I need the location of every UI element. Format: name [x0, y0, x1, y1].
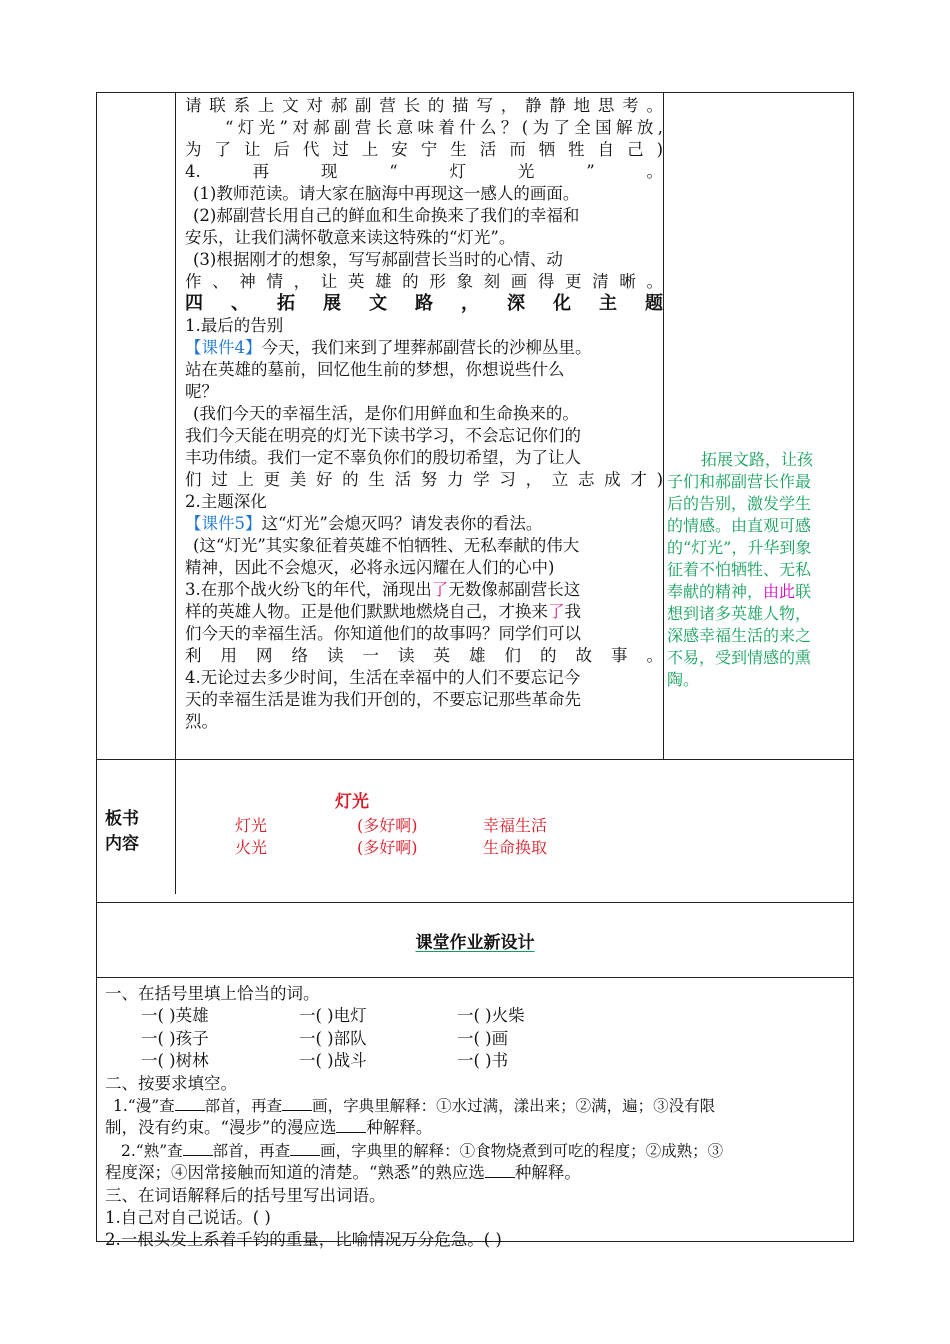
board-cell: (多好啊) — [357, 838, 418, 857]
lesson-line: 作、神情，让英雄的形象刻画得更清晰。 — [185, 272, 663, 291]
lesson-text: 无数像郝副营长这 — [448, 580, 581, 599]
lesson-line: (我们今天的幸福生活，是你们用鲜血和生命换来的。 — [193, 404, 579, 423]
lesson-line: 为了让后代过上安宁生活而牺牲自己) — [185, 140, 663, 159]
board-cell: (多好啊) — [357, 816, 418, 835]
lesson-line: 站在英雄的墓前，回忆他生前的梦想，你想说些什么 — [185, 360, 565, 379]
board-cell: 灯光 — [235, 816, 268, 835]
board-label-line: 板书 — [105, 809, 139, 829]
question-title: 三、在词语解释后的括号里写出词语。 — [105, 1185, 386, 1205]
col-divider-right — [663, 93, 664, 759]
fill-item: 一( )画 — [457, 1028, 509, 1048]
question-row — [105, 1095, 851, 1117]
answer-blank[interactable] — [336, 1118, 366, 1133]
question-row — [105, 1162, 851, 1184]
fill-item: 一( )火柴 — [457, 1006, 525, 1026]
note-line: 征着不怕牺牲、无私 — [667, 560, 812, 579]
lesson-line: 安乐，让我们满怀敬意来读这特殊的“灯光”。 — [185, 228, 516, 247]
row-divider-homework — [97, 902, 853, 903]
lesson-line: (3)根据刚才的想象，写写郝副营长当时的心情、动 — [193, 250, 563, 269]
board-row — [225, 813, 645, 835]
lesson-text: 样的英雄人物。正是他们默默地燃烧自己，才换来 — [185, 602, 548, 621]
lesson-line — [185, 601, 663, 623]
lesson-line: 4.无论过去多少时间，生活在幸福中的人们不要忘记今 — [185, 668, 581, 687]
lesson-line: “灯光”对郝副营长意味着什么？(为了全国解放, — [225, 118, 663, 137]
note-text: 联 — [795, 582, 812, 601]
board-title: 灯光 — [335, 792, 369, 812]
lesson-line: 丰功伟绩。我们一定不辜负你们的殷切希望，为了让人 — [185, 448, 581, 467]
row-divider-homework-body — [97, 977, 853, 978]
question-row: 1.自己对自己说话。( ) — [105, 1207, 271, 1227]
highlight-mark: 了 — [548, 602, 565, 621]
lesson-line: (这“灯光”其实象征着英雄不怕牺牲、无私奉献的伟大 — [193, 536, 580, 555]
note-line: 陶。 — [667, 670, 700, 689]
note-highlight: 由此 — [763, 582, 796, 601]
lesson-text: 我 — [564, 602, 581, 621]
question-text: 制，没有约束。“漫步”的漫应选 — [105, 1118, 337, 1138]
lesson-line: 请联系上文对郝副营长的描写，静静地思考。 — [185, 96, 663, 115]
lesson-line: 烈。 — [185, 712, 218, 731]
lesson-table — [96, 92, 854, 1250]
question-row — [105, 1005, 851, 1027]
question-row — [105, 1117, 851, 1139]
section-heading: 四、拓展文路，深化主题 — [185, 293, 663, 314]
lesson-line: 天的幸福生活是谁为我们开创的，不要忘记那些革命先 — [185, 690, 581, 709]
lesson-line — [185, 337, 663, 359]
note-line: 不易，受到情感的熏 — [667, 648, 812, 667]
design-note — [667, 449, 845, 691]
answer-blank[interactable] — [183, 1141, 213, 1156]
question-row: 2.一根头发上系着千钧的重量，比喻情况万分危急。( ) — [105, 1230, 502, 1250]
note-line: 的“灯光”，升华到象 — [667, 538, 812, 557]
fill-item: 一( )英雄 — [141, 1006, 209, 1026]
lesson-line — [185, 579, 663, 601]
board-cell: 火光 — [235, 838, 268, 857]
fill-item: 一( )书 — [457, 1051, 509, 1071]
row-divider-board — [97, 759, 853, 760]
question-text: 种解释。 — [514, 1163, 581, 1183]
lesson-line: 精神，因此不会熄灭，必将永远闪耀在人们的心中) — [185, 558, 555, 577]
courseware-tag: 【课件5】 — [185, 514, 262, 533]
note-text: 奉献的精神， — [667, 582, 764, 601]
answer-blank[interactable] — [485, 1163, 515, 1178]
fill-item: 一( )树林 — [141, 1051, 209, 1071]
lesson-process — [185, 95, 663, 733]
question-text: 种解释。 — [366, 1118, 433, 1138]
question-text: 2.“熟”查 — [121, 1141, 183, 1160]
board-row — [225, 835, 645, 857]
note-line: 深感幸福生活的来之 — [667, 626, 812, 645]
board-cell: 幸福生活 — [483, 816, 548, 835]
fill-item: 一( )部队 — [299, 1028, 367, 1048]
lesson-line — [185, 513, 663, 535]
fill-item: 一( )电灯 — [299, 1006, 367, 1026]
answer-blank[interactable] — [282, 1096, 312, 1111]
col-divider-left — [175, 93, 176, 894]
question-row — [105, 1140, 851, 1162]
question-row — [105, 1050, 851, 1072]
lesson-line: 们今天的幸福生活。你知道他们的故事吗？同学们可以 — [185, 624, 581, 643]
question-text: 1.“漫”查 — [113, 1096, 175, 1115]
note-line — [667, 581, 845, 603]
lesson-line: (1)教师范读。请大家在脑海中再现这一感人的画面。 — [193, 184, 580, 203]
lesson-text: 这“灯光”会熄灭吗？请发表你的看法。 — [261, 514, 543, 533]
answer-blank[interactable] — [290, 1141, 320, 1156]
lesson-line: 1.最后的告别 — [185, 316, 284, 335]
question-text: 部首，再查 — [212, 1141, 291, 1160]
lesson-line: 2.主题深化 — [185, 492, 267, 511]
lesson-text: 3.在那个战火纷飞的年代，涌现出 — [185, 580, 432, 599]
board-cell: 生命换取 — [483, 838, 548, 857]
lesson-line: 4.再现“灯光”。 — [185, 162, 663, 181]
fill-item: 一( )孩子 — [141, 1028, 209, 1048]
homework-body — [105, 983, 851, 1252]
note-line: 拓展文路，让孩 — [701, 450, 814, 469]
question-title: 二、按要求填空。 — [105, 1073, 237, 1093]
lesson-line: 利用网络读一读英雄们的故事。 — [185, 646, 663, 665]
lesson-line: (2)郝副营长用自己的鲜血和生命换来了我们的幸福和 — [193, 206, 580, 225]
question-row — [105, 1028, 851, 1050]
note-line: 想到诸多英雄人物， — [667, 604, 812, 623]
question-text: 程度深；④因常接触而知道的清楚。“熟悉”的熟应选 — [105, 1163, 485, 1183]
lesson-line: 呢？ — [185, 382, 218, 401]
question-title: 一、在括号里填上恰当的词。 — [105, 984, 320, 1003]
answer-blank[interactable] — [175, 1096, 205, 1111]
courseware-tag: 【课件4】 — [185, 338, 262, 357]
question-text: 部首，再查 — [204, 1096, 283, 1115]
question-text: 画，字典里的解释：①食物烧煮到可吃的程度；②成熟；③ — [320, 1141, 724, 1160]
note-line: 的情感。由直观可感 — [667, 516, 812, 535]
lesson-line: 我们今天能在明亮的灯光下读书学习，不会忘记你们的 — [185, 426, 581, 445]
highlight-mark: 了 — [431, 580, 449, 599]
lesson-text: 今天，我们来到了埋葬郝副营长的沙柳丛里。 — [261, 338, 592, 357]
board-label-line: 内容 — [105, 834, 139, 854]
note-line: 子们和郝副营长作最 — [667, 472, 812, 491]
board-label — [105, 807, 175, 857]
homework-title: 课堂作业新设计 — [415, 933, 535, 953]
question-text: 画，字典里解释：①水过满，漾出来；②满，遍；③没有限 — [312, 1096, 716, 1115]
note-line: 后的告别，激发学生 — [667, 494, 812, 513]
fill-item: 一( )战斗 — [299, 1051, 367, 1071]
lesson-line: 们过上更美好的生活努力学习，立志成才) — [185, 470, 663, 489]
